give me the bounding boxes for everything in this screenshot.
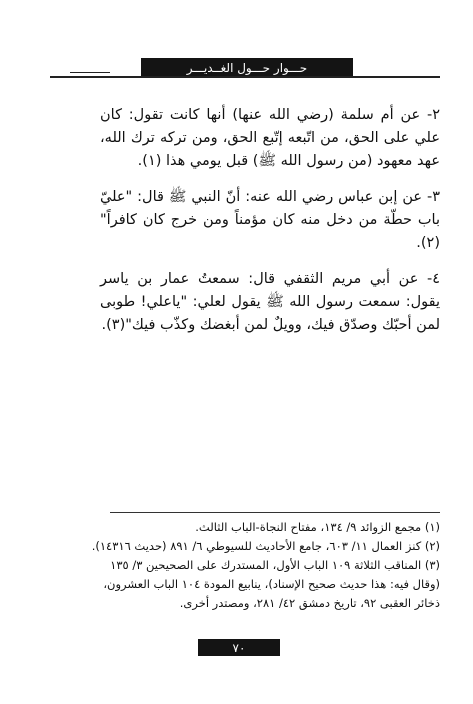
- main-text: [100, 104, 440, 350]
- header-ornament-line: [70, 72, 110, 73]
- footnotes: [91, 518, 440, 613]
- running-header: [141, 58, 353, 77]
- paragraph-hadith-2: ٢- عن أم سلمة (رضي الله عنها) أنها كانت تقول: كان علي على الحق، من اتّبعه إتّبع الحق، ومن تركه ترك الله، عهد معهود (من رسول الله ﷺ) قبل يومي هذا (١).: [100, 107, 440, 169]
- footnote-2: (٢) كنز العمال ١١/ ٦٠٣، جامع الأحاديث للسيوطي ٦/ ٨٩١ (حديث ١٤٣١٦).: [91, 539, 440, 553]
- footnote-divider: [110, 512, 440, 513]
- paragraph-hadith-4: ٤- عن أبي مريم الثقفي قال: سمعتُ عمار بن ياسر يقول: سمعت رسول الله ﷺ يقول لعلي: "ياعلي! طوبى لمن أحبّك وصدّق فيك، وويلٌ لمن أبغضك وكذّب فيك"(٣).: [100, 271, 440, 333]
- paragraph-hadith-3: ٣- عن إبن عباس رضي الله عنه: أنّ النبي ﷺ قال: "عليّ باب حطّة من دخل منه كان مؤمناً ومن خرج كان كافراً"(٢).: [100, 189, 440, 251]
- footnote-1: (١) مجمع الزوائد ٩/ ١٣٤، مفتاح النجاة-الباب الثالث.: [195, 520, 440, 534]
- running-header-title: حـــوار حـــول الغــديـــر: [186, 60, 308, 75]
- footnote-3-continued: (وقال فيه: هذا حديث صحيح الإسناد)، ينابيع المودة ١٠٤ الباب العشرون،: [103, 577, 440, 591]
- page-number-label: ٧٠: [232, 640, 246, 655]
- page-number: [198, 639, 280, 656]
- footnote-3: (٣) المناقب الثلاثة ١٠٩ الباب الأول، المستدرك على الصحيحين ٣/ ١٣٥: [110, 558, 440, 572]
- header-rule: [50, 76, 440, 78]
- footnote-3-continued-2: ذخائر العقبى ٩٢، تاريخ دمشق ٤٢/ ٢٨١، ومصتدر أخرى.: [179, 596, 440, 610]
